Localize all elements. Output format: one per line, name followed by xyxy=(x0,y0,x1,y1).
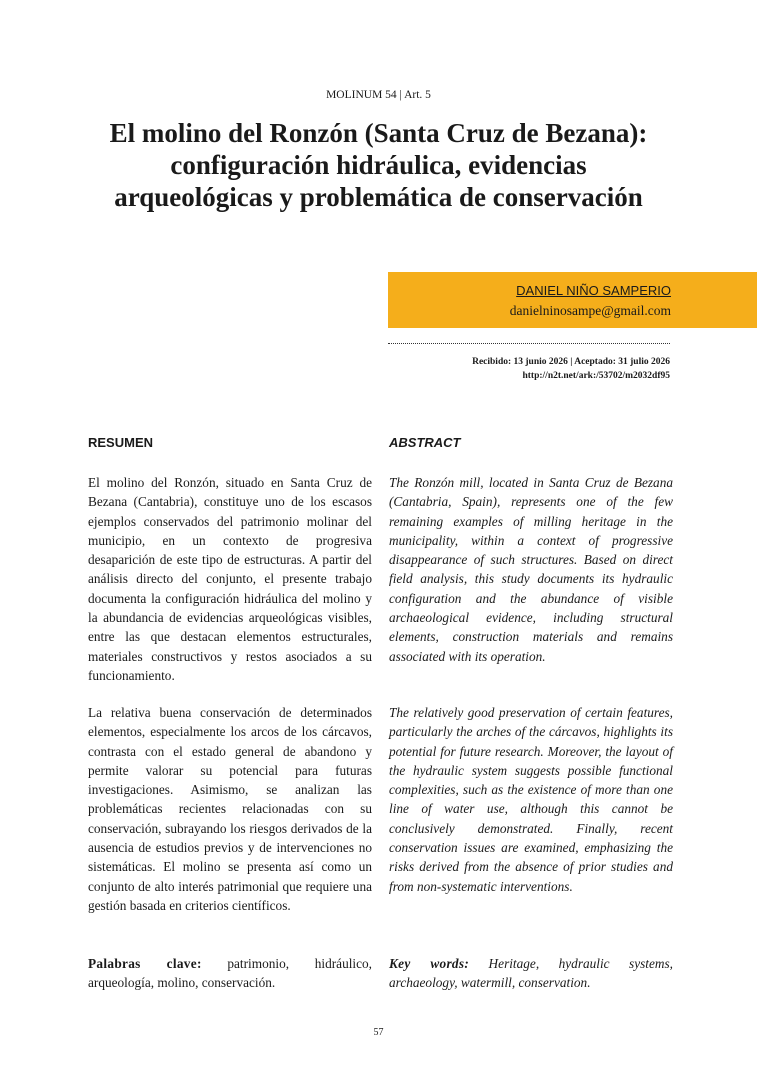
keywords-list: patrimonio, hidráulico, arqueología, molino, conservación. xyxy=(88,956,372,991)
resumen-paragraph-1: El molino del Ronzón, situado en Santa Cruz de Bezana (Cantabria), constituye uno de los escasos ejemplos conservados del patrimonio molinar del municipio, en un contexto de progresiva desaparición de este tipo de estructuras. A partir del análisis directo del conjunto, el presente trabajo documenta la configuración hidráulica del molino y la abundancia de evidencias arqueológicas visibles, entre las que destacan elementos estructurales, materiales constructivos y restos asociados a su funcionamiento. xyxy=(88,475,372,683)
keywords-label: Key words: xyxy=(389,956,470,971)
abstract-keywords xyxy=(389,954,673,993)
running-head: MOLINUM 54 | Art. 5 xyxy=(326,89,431,101)
author-name[interactable]: DANIEL NIÑO SAMPERIO xyxy=(516,283,671,298)
ark-link[interactable]: http://n2t.net/ark:/53702/m2032df95 xyxy=(522,371,670,381)
abstract-heading: ABSTRACT xyxy=(389,435,461,450)
article-title: El molino del Ronzón (Santa Cruz de Bezana): configuración hidráulica, evidencias arqueológicas y problemática de conservación xyxy=(109,118,648,212)
received-accepted-dates: Recibido: 13 junio 2026 | Aceptado: 31 julio 2026 xyxy=(472,357,670,367)
resumen-paragraph-2: La relativa buena conservación de determinados elementos, especialmente los arcos de los cárcavos, contrasta con el estado general de abandono y permite valorar su potencial para futuras investigaciones. Asimismo, se analizan las problemáticas recientes relacionadas con su conservación, subrayando los riesgos derivados de la ausencia de estudios previos y de intervenciones no sistemáticas. El molino se presenta así como un conjunto de alto interés patrimonial que requiere una gestión basada en criterios científicos. xyxy=(88,705,372,913)
keywords-label: Palabras clave: xyxy=(88,956,202,971)
resumen-keywords xyxy=(88,954,372,993)
author-email[interactable]: danielninosampe@gmail.com xyxy=(509,303,671,318)
author-band xyxy=(388,272,757,328)
keywords-list: Heritage, hydraulic systems, archaeology, watermill, conservation. xyxy=(389,956,673,991)
abstract-paragraph-1: The Ronzón mill, located in Santa Cruz de Bezana (Cantabria, Spain), represents one of the few remaining examples of milling heritage in the municipality, within a context of progressive disappearance of such structures. Based on direct field analysis, this study documents its hydraulic configuration and the abundance of visible archaeological evidence, including structural elements, construction materials and remains associated with its operation. xyxy=(389,475,673,664)
page-number: 57 xyxy=(373,1027,384,1038)
abstract-paragraph-2: The relatively good preservation of certain features, particularly the arches of the cárcavos, highlights its potential for future research. Moreover, the layout of the hydraulic system suggests possible functional complexities, such as the existence of more than one line of water use, although this cannot be conclusively demonstrated. Finally, recent conservation issues are examined, emphasizing the risks derived from the absence of prior studies and from non-systematic interventions. xyxy=(389,705,673,894)
resumen-heading: RESUMEN xyxy=(88,435,154,450)
submission-dates xyxy=(472,355,670,383)
dotted-divider xyxy=(388,343,670,344)
